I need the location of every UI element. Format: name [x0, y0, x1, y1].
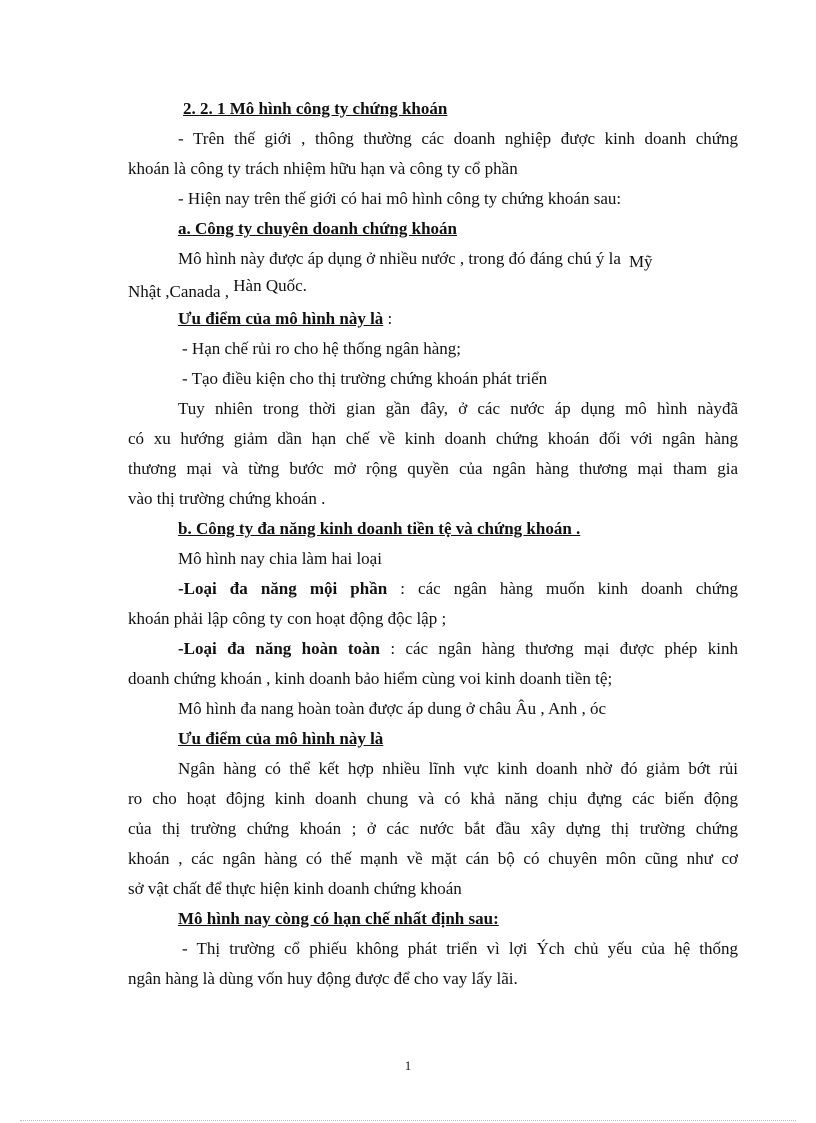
list-item: - Hạn chế rủi ro cho hệ thống ngân hàng;	[182, 339, 461, 358]
subsection-heading-a: a. Công ty chuyên doanh chứng khoán	[178, 219, 457, 238]
page-number: 1	[404, 1058, 412, 1073]
advantages-heading-2: Ưu điểm của mô hình này là	[178, 729, 384, 748]
paragraph-line: vào thị trường chứng khoán .	[128, 489, 326, 508]
limitations-heading: Mô hình nay còng có hạn chế nhất định sau:	[178, 909, 499, 928]
paragraph-line: doanh chứng khoán , kinh doanh bảo hiểm cùng voi kinh doanh tiền tệ;	[128, 669, 613, 688]
page-bottom-divider	[20, 1120, 796, 1121]
paragraph-line: Mô hình này được áp dụng ở nhiều nước , trong đó đáng chú ý la Mỹ	[178, 249, 653, 271]
paragraph-line: khoán là công ty trách nhiệm hữu hạn và công ty cổ phần	[128, 159, 518, 178]
paragraph-line: - Thị trường cổ phiếu không phát triển vì lợi Ých chủ yếu của hệ thống	[182, 939, 738, 958]
paragraph-line: ro cho hoạt đôjng kinh doanh chung và có khả năng chịu đựng các biến động	[128, 789, 738, 808]
advantages-heading-1: Ưu điểm của mô hình này là :	[178, 309, 393, 328]
paragraph-line: Tuy nhiên trong thời gian gần đây, ở các nước áp dụng mô hình nàyđã	[178, 399, 738, 418]
page-content	[128, 94, 738, 994]
paragraph-line: Nhật ,Canada , Hàn Quốc.	[128, 276, 307, 301]
paragraph-line: -Loại đa năng hoàn toàn : các ngân hàng thương mại được phép kinh	[178, 639, 738, 658]
paragraph-line: khoán phải lập công ty con hoạt động độc lập ;	[128, 609, 447, 628]
paragraph-line: ngân hàng là dùng vốn huy động được để cho vay lấy lãi.	[128, 969, 518, 988]
heading-text: 2. 2. 1 Mô hình công ty chứng khoán	[183, 99, 448, 118]
paragraph-line: -Loại đa năng mội phần : các ngân hàng muốn kinh doanh chứng	[178, 579, 738, 598]
paragraph-line: - Trên thế giới , thông thường các doanh nghiệp được kinh doanh chứng	[178, 129, 738, 148]
paragraph-line: Ngân hàng có thể kết hợp nhiều lĩnh vực kinh doanh nhờ đó giảm bớt rủi	[178, 759, 738, 778]
list-item: - Tạo điều kiện cho thị trường chứng khoán phát triển	[182, 369, 548, 388]
section-heading	[128, 94, 738, 124]
paragraph-line: của thị trường chứng khoán ; ở các nước bắt đầu xây dựng thị trường chứng	[128, 819, 738, 838]
paragraph-line: thương mại và từng bước mở rộng quyền của ngân hàng thương mại tham gia	[128, 459, 738, 478]
paragraph-line: Mô hình đa nang hoàn toàn được áp dung ở châu Âu , Anh , óc	[178, 699, 607, 718]
paragraph-line: sở vật chất để thực hiện kinh doanh chứng khoán	[128, 879, 462, 898]
paragraph-line: Mô hình nay chia làm hai loại	[178, 549, 382, 568]
subsection-heading-b: b. Công ty đa năng kinh doanh tiền tệ và chứng khoán .	[178, 519, 581, 538]
paragraph-line: - Hiện nay trên thế giới có hai mô hình công ty chứng khoán sau:	[178, 189, 622, 208]
paragraph-line: khoán , các ngân hàng có thế mạnh về mặt cán bộ có chuyên môn cũng như cơ	[128, 849, 738, 868]
paragraph-line: có xu hướng giảm dần hạn chế về kinh doanh chứng khoán đối với ngân hàng	[128, 429, 738, 448]
